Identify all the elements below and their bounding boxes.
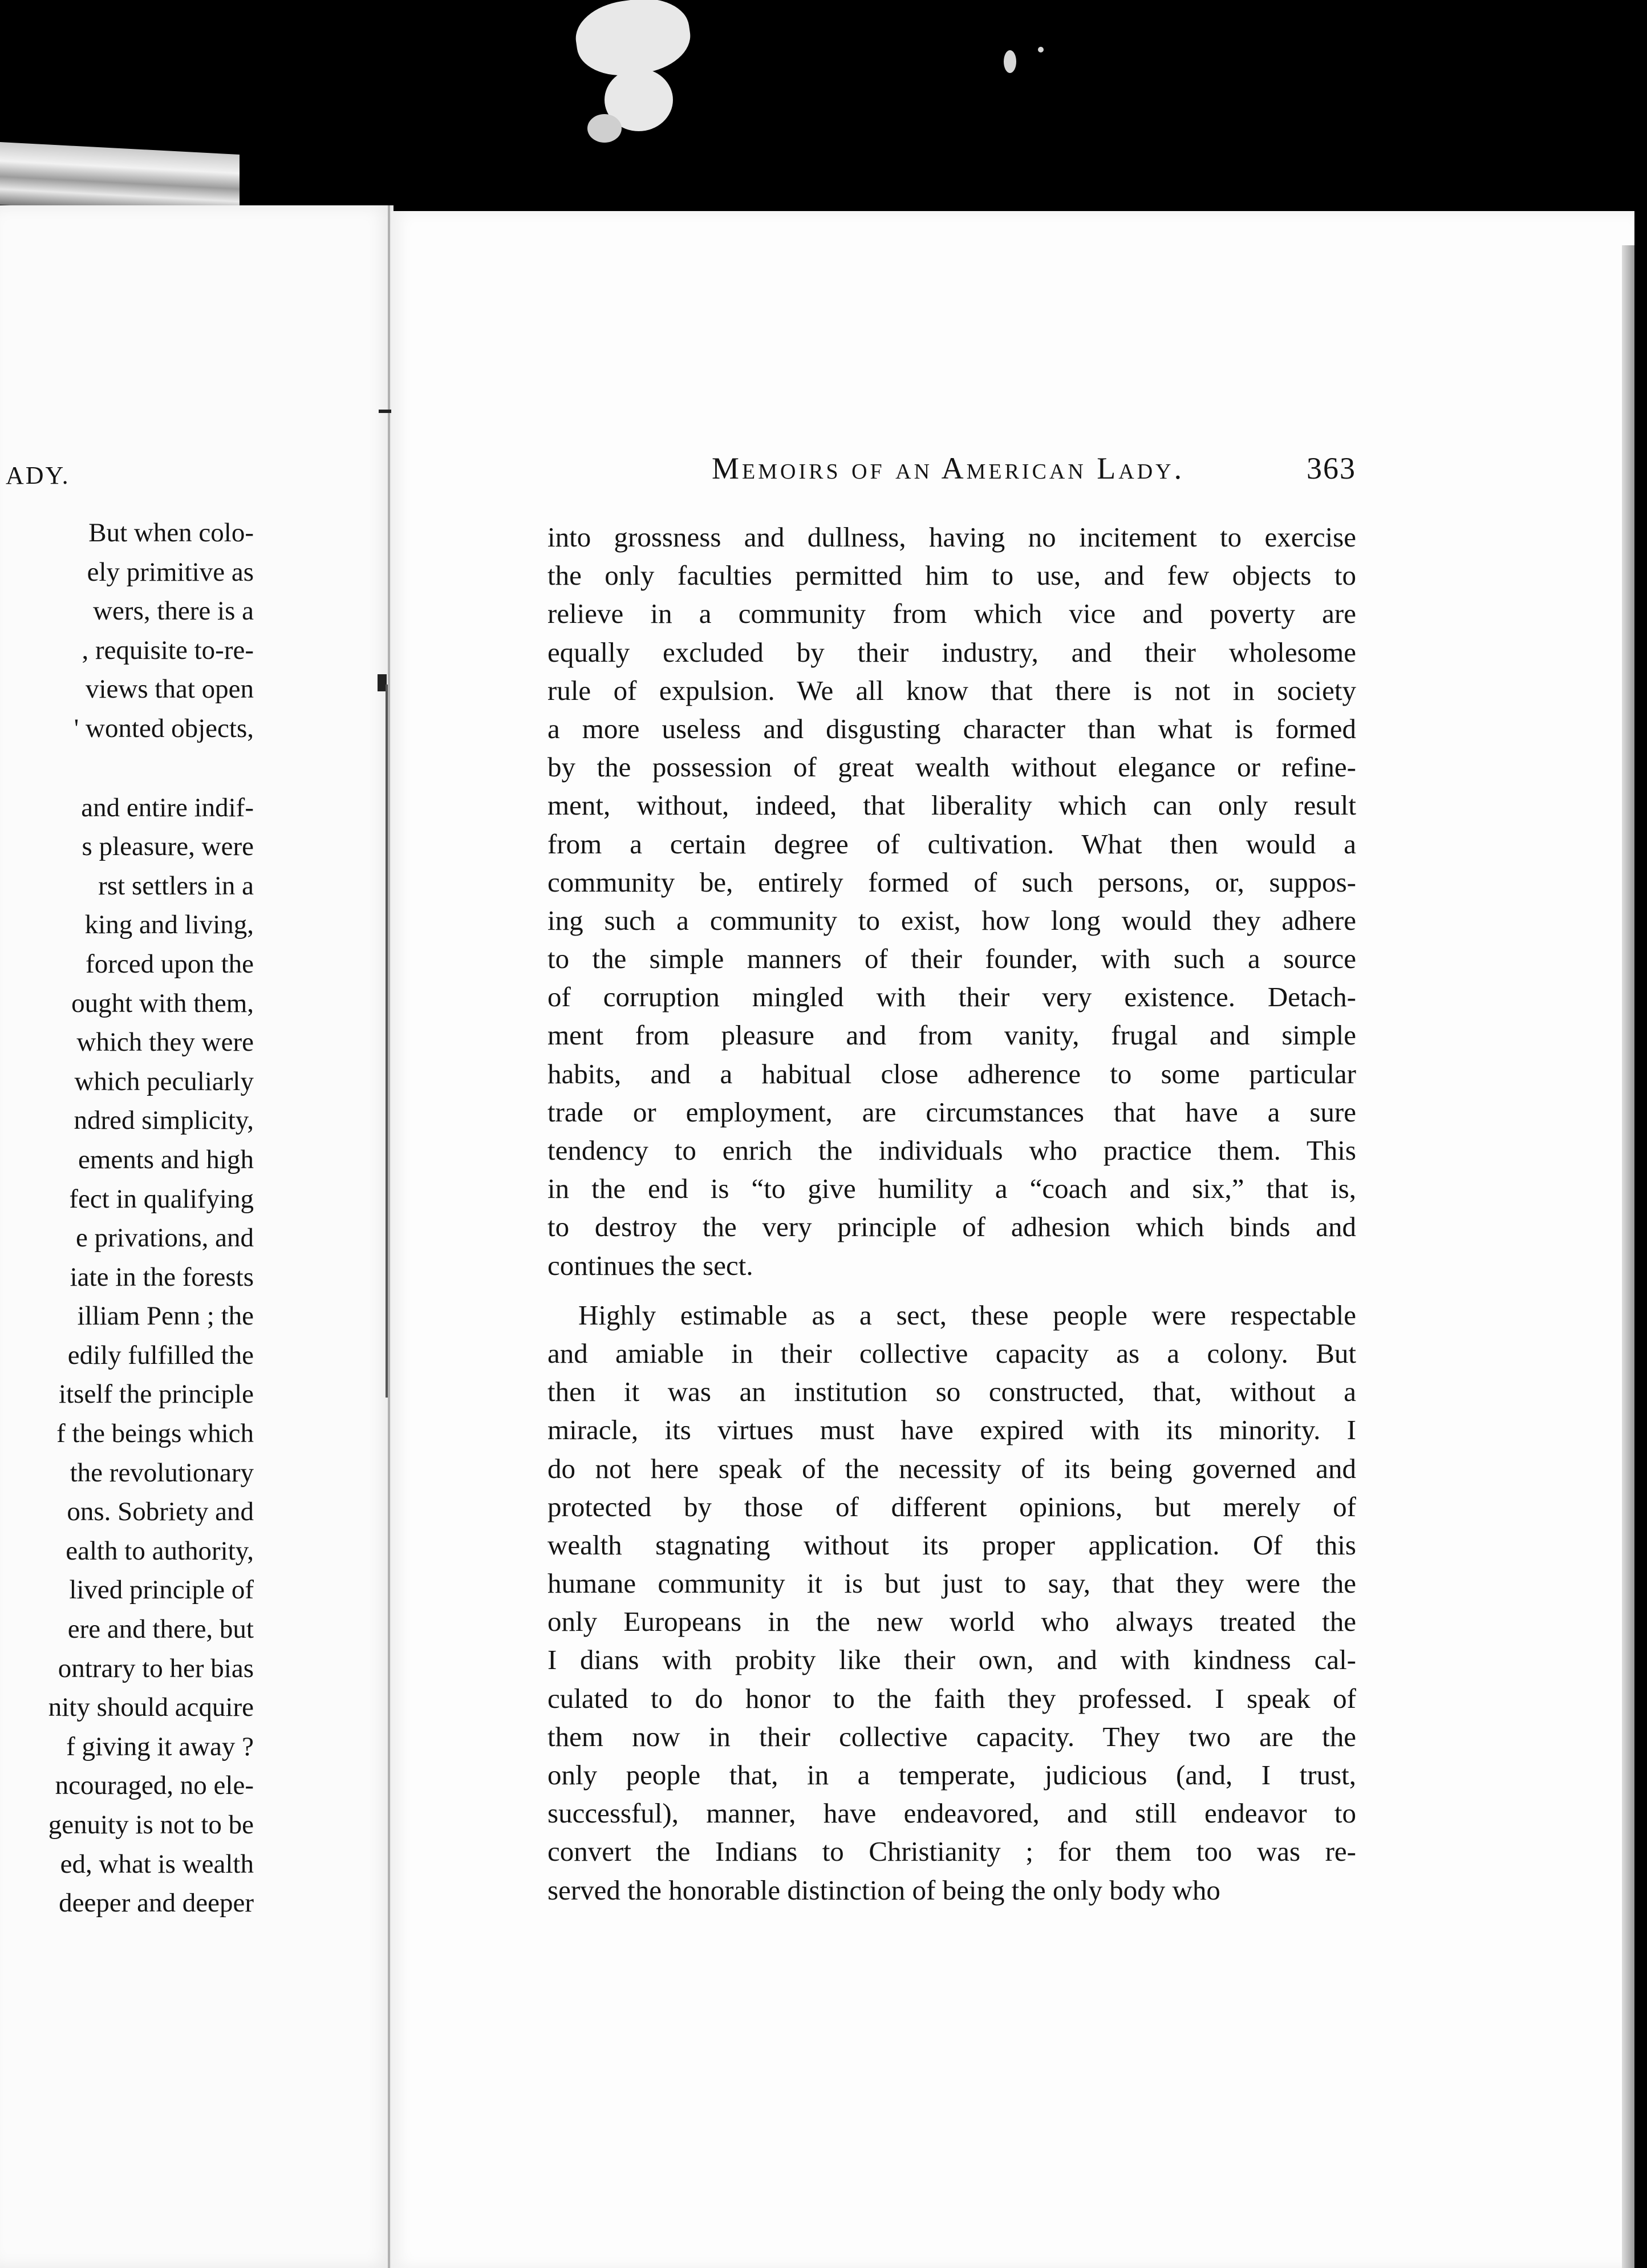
text-line: convert the Indians to Christianity ; for them too was re- [547, 1836, 1356, 1868]
left-text-line: But when colo- [88, 518, 254, 548]
running-head-title: Memoirs of an American Lady. [712, 451, 1185, 485]
left-text-line: which peculiarly [74, 1066, 254, 1096]
text-line: only people that, in a temperate, judicious (and, I trust, [547, 1759, 1356, 1791]
text-line: by the possession of great wealth without elegance or refine- [547, 751, 1356, 783]
text-line: them now in their collective capacity. They two are the [547, 1720, 1356, 1752]
left-text-line: and entire indif- [81, 792, 254, 823]
text-line: into grossness and dullness, having no incitement to exercise [547, 521, 1356, 553]
left-page-text [3, 513, 254, 1923]
text-line: rule of expulsion. We all know that there is not in society [547, 674, 1356, 706]
left-text-line: f giving it away ? [66, 1731, 254, 1761]
text-line: humane community it is but just to say, that they were the [547, 1568, 1356, 1599]
text-line: only Europeans in the new world who always treated the [547, 1606, 1356, 1638]
left-text-line: ealth to authority, [66, 1536, 254, 1566]
left-text-line: deeper and deeper [59, 1888, 254, 1918]
text-line: served the honorable distinction of being the only body who [547, 1874, 1220, 1906]
left-text-line: ndred simplicity, [74, 1105, 254, 1136]
text-line: trade or employment, are circumstances that have a sure [547, 1096, 1356, 1128]
text-line: miracle, its virtues must have expired with its minority. I [547, 1414, 1356, 1446]
gutter-mark [386, 685, 388, 1398]
text-line: equally excluded by their industry, and their wholesome [547, 636, 1356, 668]
left-text-line: ons. Sobriety and [67, 1497, 254, 1527]
scan-speck [1038, 47, 1044, 52]
page-number: 363 [1307, 451, 1356, 485]
left-text-line: ontrary to her bias [58, 1653, 254, 1683]
left-text-line: ements and high [78, 1144, 254, 1174]
text-line: I dians with probity like their own, and with kindness cal- [547, 1644, 1356, 1676]
left-text-line: ere and there, but [67, 1614, 254, 1645]
left-text-line: nity should acquire [48, 1692, 254, 1723]
gutter [388, 205, 390, 2268]
text-line: in the end is “to give humility a “coach and six,” that is, [547, 1173, 1356, 1205]
text-line: do not here speak of the necessity of its being governed and [547, 1452, 1356, 1484]
left-running-head: ADY. [6, 461, 70, 489]
scan-speck [1004, 50, 1016, 73]
paragraph-gap [547, 1285, 1356, 1296]
text-line: habits, and a habitual close adherence to some particular [547, 1058, 1356, 1090]
scan-blotch [587, 114, 622, 143]
left-text-line: s pleasure, were [82, 832, 254, 862]
text-line: to destroy the very principle of adhesion which binds and [547, 1211, 1356, 1243]
text-line: protected by those of different opinions, but merely of [547, 1491, 1356, 1522]
left-text-line: ed, what is wealth [60, 1849, 254, 1879]
text-line: relieve in a community from which vice and poverty are [547, 598, 1356, 630]
left-text-line: ely primitive as [87, 557, 254, 587]
text-line: ment, without, indeed, that liberality which can only result [547, 789, 1356, 821]
left-text-line: ncouraged, no ele- [55, 1771, 254, 1801]
left-text-line: forced upon the [86, 949, 254, 979]
page-edge [1622, 245, 1634, 2268]
text-line: continues the sect. [547, 1249, 753, 1281]
text-line: and amiable in their collective capacity as a colony. But [547, 1337, 1356, 1369]
running-head [712, 451, 1356, 486]
left-text-line: fect in qualifying [69, 1184, 254, 1214]
left-text-line: edily fulfilled the [67, 1340, 254, 1370]
left-text-line: king and living, [84, 910, 254, 940]
left-text-line: genuity is not to be [48, 1810, 254, 1840]
text-line: community be, entirely formed of such persons, or, suppos- [547, 866, 1356, 898]
left-text-line: ' wonted objects, [74, 713, 254, 743]
left-text-line: f the beings which [56, 1419, 254, 1449]
left-text-line: e privations, and [76, 1223, 254, 1253]
left-text-line: wers, there is a [93, 596, 254, 626]
text-line: Highly estimable as a sect, these people were respectable [578, 1299, 1356, 1331]
text-line: a more useless and disgusting character than what is formed [547, 712, 1356, 744]
text-line: tendency to enrich the individuals who practice them. This [547, 1135, 1356, 1166]
text-line: wealth stagnating without its proper application. Of this [547, 1529, 1356, 1561]
left-page [0, 205, 394, 2268]
left-text-line: the revolutionary [70, 1457, 254, 1488]
left-text-line [3, 748, 254, 788]
left-text-line: rst settlers in a [98, 870, 254, 901]
text-line: ment from pleasure and from vanity, frugal and simple [547, 1019, 1356, 1051]
left-text-line: itself the principle [59, 1379, 254, 1410]
text-line: ing such a community to exist, how long would they adhere [547, 904, 1356, 936]
body-text [547, 518, 1356, 1909]
left-text-line: lived principle of [69, 1575, 254, 1605]
text-line: the only faculties permitted him to use, and few objects to [547, 560, 1356, 592]
left-text-line: illiam Penn ; the [77, 1301, 254, 1331]
left-text-line: views that open [86, 674, 254, 704]
text-line: successful), manner, have endeavored, and still endeavor to [547, 1797, 1356, 1829]
left-text-line: ought with them, [71, 988, 254, 1018]
text-line: of corruption mingled with their very existence. Detach- [547, 981, 1356, 1013]
text-line: culated to do honor to the faith they professed. I speak of [547, 1682, 1356, 1714]
left-text-line: , requisite to-re- [82, 635, 254, 665]
left-text-line: which they were [76, 1027, 254, 1058]
text-line: to the simple manners of their founder, with such a source [547, 943, 1356, 975]
text-line: then it was an institution so constructed, that, without a [547, 1376, 1356, 1408]
text-line: from a certain degree of cultivation. What then would a [547, 828, 1356, 860]
left-text-line: iate in the forests [70, 1262, 254, 1292]
